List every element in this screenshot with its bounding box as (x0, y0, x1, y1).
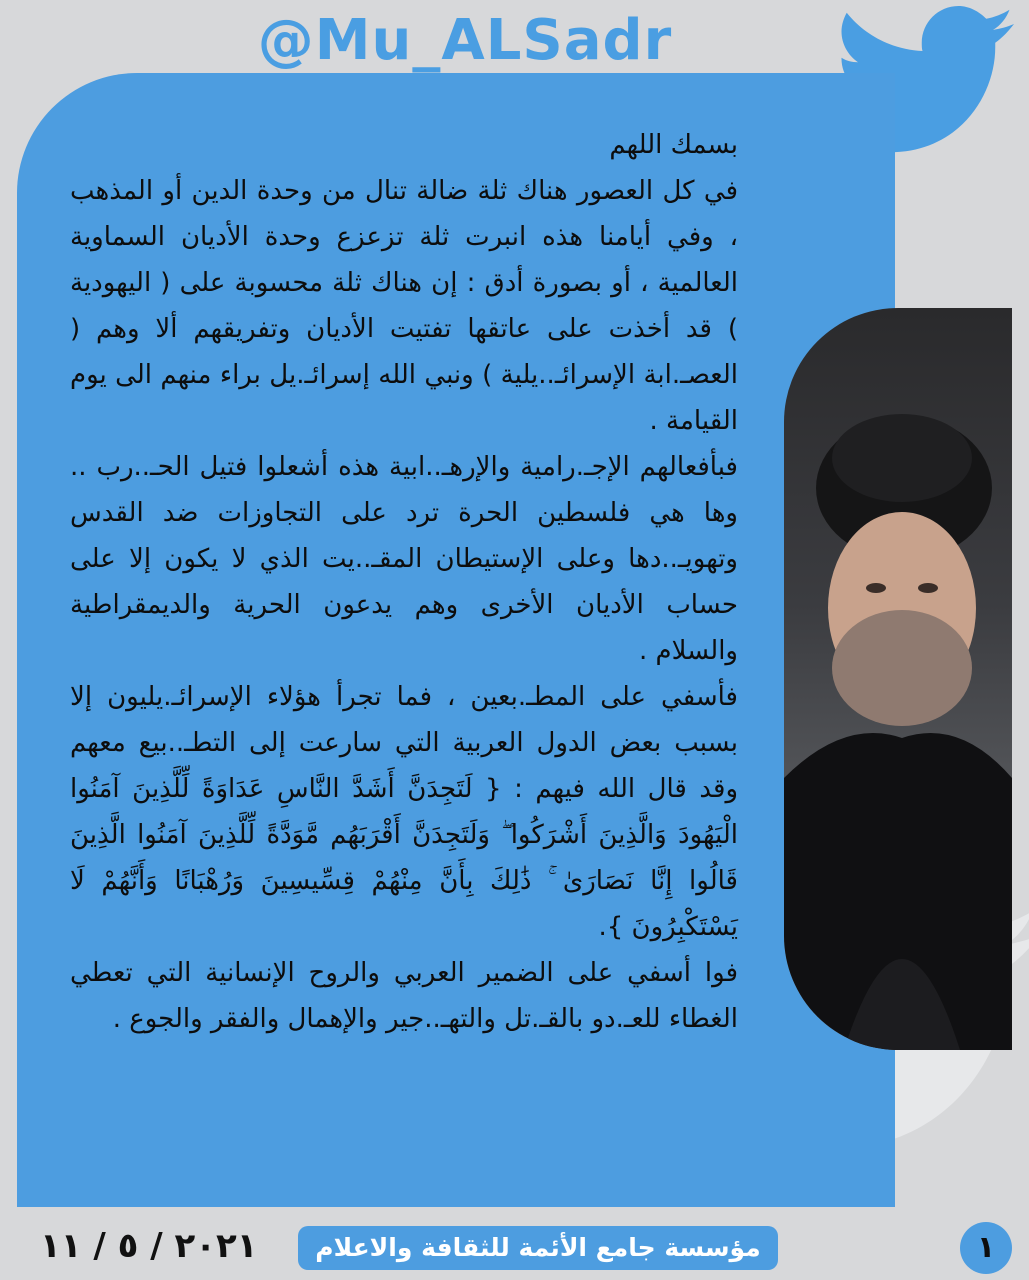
portrait-figure (784, 308, 1012, 1050)
opening-line: بسمك اللهم (609, 130, 738, 160)
organization-badge: مؤسسة جامع الأئمة للثقافة والاعلام (298, 1226, 778, 1270)
paragraph-2: فبأفعالهم الإجـ.رامية والإرهـ..ابية هذه أشعلوا فتيل الحـ..رب .. وها هي فلسطين الحرة ترد على التجاوزات ضد القدس وتهويـ..دها وعلى الإستيطان المقـ..يت الذي لا يكون إلا على حساب الأديان الأخرى وهم يدعون الحرية والديمقراطية والسلام . (70, 452, 738, 666)
twitter-handle[interactable]: @Mu_ALSadr (257, 8, 673, 73)
paragraph-1: في كل العصور هناك ثلة ضالة تنال من وحدة الدين أو المذهب ، وفي أيامنا هذه انبرت ثلة تزعزع وحدة الأديان السماوية العالمية ، أو بصورة أدق : إن هناك ثلة محسوبة على ( اليهودية ) قد أخذت على عاتقها تفتيت الأديان وتفريقهم ألا وهم ( العصـ.ابة الإسرائـ..يلية ) ونبي الله إسرائـ.يل براء منهم الى يوم القيامة . (70, 176, 738, 436)
paragraph-4: فوا أسفي على الضمير العربي والروح الإنسانية التي تعطي الغطاء للعـ.دو بالقـ.تل والتهـ..جير والإهمال والفقر والجوع . (70, 958, 738, 1034)
paragraph-3: فأسفي على المطـ.بعين ، فما تجرأ هؤلاء الإسرائـ.يليون إلا بسبب بعض الدول العربية التي سارعت إلى التطـ..بيع معهم وقد قال الله فيهم : { لَتَجِدَنَّ أَشَدَّ النَّاسِ عَدَاوَةً لِّلَّذِينَ آمَنُوا الْيَهُودَ وَالَّذِينَ أَشْرَكُوا ۖ وَلَتَجِدَنَّ أَقْرَبَهُم مَّوَدَّةً لِّلَّذِينَ آمَنُوا الَّذِينَ قَالُوا إِنَّا نَصَارَىٰ ۚ ذَٰلِكَ بِأَنَّ مِنْهُمْ قِسِّيسِينَ وَرُهْبَانًا وَأَنَّهُمْ لَا يَسْتَكْبِرُونَ }. (70, 682, 738, 942)
portrait-photo (784, 308, 1012, 1050)
post-date: ٢٠٢١ / ٥ / ١١ (40, 1226, 258, 1266)
post-text (70, 122, 738, 1042)
page-number-badge: ١ (960, 1222, 1012, 1274)
